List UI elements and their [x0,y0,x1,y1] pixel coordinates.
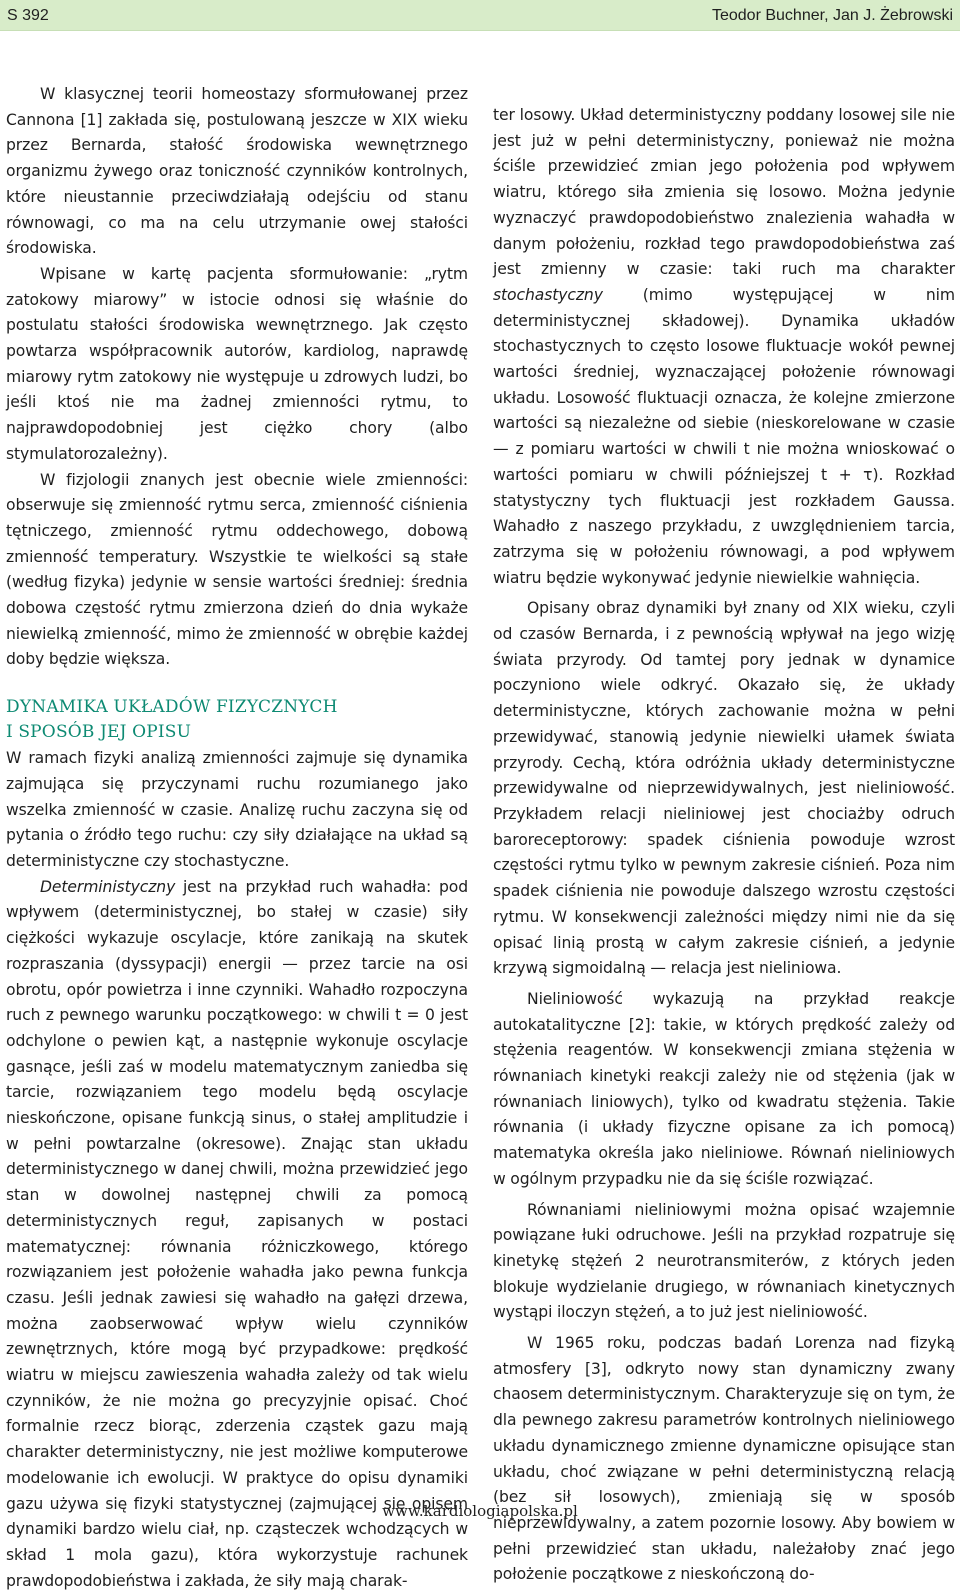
right-column [493,103,955,1588]
paragraph-stochastic-text-b: (mimo występującej w nim deterministycznej składowej). Dynamika układów stochastycznych to często losowe fluktuacje wokół pewnej wartości średniej, wyznaczającej położenie równowagi układu. Losowość fluktuacji oznacza, że kolejne zmierzone wartości są niezależne od siebie (nieskorelowane w czasie — z pomiaru wartości w chwili t nie można wnioskować o wartości pomiaru w chwili późniejszej t + τ). Rozkład statystyczny tych fluktuacji jest rozkładem Gaussa. Wahadło z naszego przykładu, z uwzględnieniem tarcia, zatrzyma się w położeniu równowagi, a pod wpływem wiatru będzie wykonywać jedynie niewielkie wahnięcia. [493,285,955,587]
paragraph-nonlinearity: Opisany obraz dynamiki był znany od XIX wieku, czyli od czasów Bernarda, i z pewnością wpływał na jego wizję świata przyrody. Od tamtej pory jednak w dynamice poczyniono wiele odkryć. Okazało się, że układy deterministyczne, których zachowanie można w pełni przewidywać, stanowią jedynie niewielki ułamek świata przyrody. Cechą, która odróżnia układy deterministyczne przewidywalne od nieprzewidywalnych, jest nieliniowość. Przykładem relacji nieliniowej jest chociażby odruch baroreceptorowy: spadek ciśnienia powoduje wzrost częstości rytmu tylko w pewnym zakresie ciśnień. Poza nim spadek ciśnienia nie powoduje dalszego wzrostu częstości rytmu. W konsekwencji zależności między nimi nie da się opisać linią prostą w całym zakresie ciśnień, a jedynie krzywą sigmoidalną — relacja jest nieliniowa. [493,599,955,978]
paragraph-chaos: W 1965 roku, podczas badań Lorenza nad fizyką atmosfery [3], odkryto nowy stan dynamiczny zwany chaosem deterministycznym. Charakteryzuje się on tym, że dla pewnego zakresu parametrów kontrolnych nieliniowego układu dynamicznego zmienne dynamiczne opisujące stan układu, choć związane w pełni deterministyczną relacją (bez sił losowych), zmieniają się w sposób nieprzewidywalny, a zatem pozornie losowy. Aby bowiem w pełni przewidzieć stan układu, należałoby znać jego położenie początkowe z nieskończoną do- [493,1334,955,1584]
paragraph-stochastic-text-a: ter losowy. Układ deterministyczny poddany losowej sile nie jest już w pełni deterministyczny, ponieważ nie można ściśle przewidzieć zmian jego położenia pod wpływem wiatru, którego siła zmienia się losowo. Można jedynie wyznaczyć prawdopodobieństwo znalezienia wahadła w danym położeniu, rozkład tego prawdopodobieństwa zaś jest zmienny w czasie: taki ruch ma charakter [493,106,955,279]
header-authors: Teodor Buchner, Jan J. Żebrowski [711,7,953,24]
paragraph-physiology-variability: W fizjologii znanych jest obecnie wiele zmienności: obserwuje się zmienność rytmu serca, zmienność ciśnienia tętniczego, zmienność rytmu oddechowego, dobową zmienność temperatury. Wszystkie te wielkości są stałe (według fizyka) jedynie w sensie wartości średniej: średnia dobowa częstość rytmu zmierzona dzień do dnia wykaże niewielką zmienność, mimo że zmienność w obrębie każdej doby będzie większa. [6,470,468,669]
term-deterministic: Deterministyczny [40,877,176,896]
term-stochastic: stochastyczny [493,285,603,304]
left-column [6,82,468,1594]
footer-url: www.kardiologiapolska.pl [382,1502,578,1520]
section-heading-line1: DYNAMIKA UKŁADÓW FIZYCZNYCH [6,697,338,718]
section-heading-line2: I SPOSÓB JEJ OPISU [6,722,192,743]
paragraph-stochastic [493,103,955,591]
running-header [0,0,960,31]
page-number: S 392 [7,7,49,24]
paragraph-dynamics-intro: W ramach fizyki analizą zmienności zajmuje się dynamika zajmująca się przyczynami ruchu rozumianego jako wszelka zmienność w czasie. Analizę ruchu zaczyna się od pytania o źródło tego ruchu: czy siły działające na układ są deterministyczne czy stochastyczne. [6,749,468,870]
paragraph-autocatalytic: Nieliniowość wykazują na przykład reakcje autokatalityczne [2]: takie, w których prędkość zależy od stężenia reagentów. W konsekwencji zmiana stężenia w równaniach kinetyki reakcji zależy nie od stężenia (jak w równaniach liniowych), tylko od kwadratu stężenia. Takie równania (i układy fizyczne opisane za ich pomocą) matematyka określa jako nieliniowe. Równań nieliniowych w ogólnym przypadku nie da się ściśle rozwiązać. [493,989,955,1188]
paragraph-homeostasis: W klasycznej teorii homeostazy sformułowanej przez Cannona [1] zakłada się, postulowaną jeszcze w XIX wieku przez Bernarda, stałość środowiska wewnętrznego organizmu żywego oraz toniczność czynników kontrolnych, które nieustannie przeciwdziałają odejściu od stanu równowagi, co ma na celu utrzymanie owej stałości środowiska. [6,85,468,258]
paragraph-deterministic [6,875,468,1594]
paragraph-deterministic-text: jest na przykład ruch wahadła: pod wpływem (deterministycznej, bo stałej w czasie) siły ciężkości wykazuje oscylacje, które zanikają na skutek rozpraszania (dyssypacji) energii — przez tarcie na osi obrotu, opór powietrza i inne czynniki. Wahadło rozpoczyna ruch z pewnego warunku początkowego: w chwili t = 0 jest odchylone o pewien kąt, a następnie wykonuje oscylacje gasnące, jeśli zaś w modelu matematycznym zaniedba się tarcie, rozwiązaniem tego modelu będą oscylacje nieskończone, opisane funkcją sinus, o stałej amplitudzie i w pełni powtarzalne (okresowe). Znając stan układu deterministycznego w danej chwili, można przewidzieć jego stan w dowolnej następnej chwili za pomocą deterministycznych reguł, zapisanych w postaci matematycznej: równania różniczkowego, którego rozwiązaniem jest położenie wahadła jako pewna funkcja czasu. Jeśli jednak zawiesi się wahadło na gałęzi drzewa, można zaobserwować wpływ wielu czynników zewnętrznych, które mogą być przypadkowe: prędkość wiatru w miejscu zawieszenia wahadła zależy od tak wielu czynników, że nie można go precyzyjnie opisać. Choć formalnie rzecz biorąc, zderzenia cząstek gazu mają charakter deterministyczny, nie jest możliwe komputerowe modelowanie ich ewolucji. W praktyce do opisu dynamiki gazu używa się fizyki statystycznej (zajmującej się opisem dynamiki bardzo wielu ciał, np. cząsteczek wchodzących w skład 1 mola gazu), która wykorzystuje rachunek prawdopodobieństwa i zakłada, że siły mają charak- [6,877,468,1590]
section-heading [6,695,468,745]
paragraph-reflex-arcs: Równaniami nieliniowymi można opisać wzajemnie powiązane łuki odruchowe. Jeśli na przykład rozpatruje się kinetykę stężeń 2 neurotransmiterów, z których jeden blokuje wydzielanie drugiego, w równaniach kinetycznych wystąpi iloczyn stężeń, a to już jest nieliniowość. [493,1200,955,1322]
paragraph-sinus-rhythm: Wpisane w kartę pacjenta sformułowanie: „rytm zatokowy miarowy” w istocie odnosi się właśnie do postulatu stałości środowiska wewnętrznego. Jak często powtarza współpracownik autorów, kardiolog, naprawdę miarowy rytm zatokowy nie występuje u zdrowych ludzi, bo jeśli ktoś nie ma żadnej zmienności rytmu, to najprawdopodobniej jest ciężko chory (albo stymulatorozależny). [6,264,468,463]
